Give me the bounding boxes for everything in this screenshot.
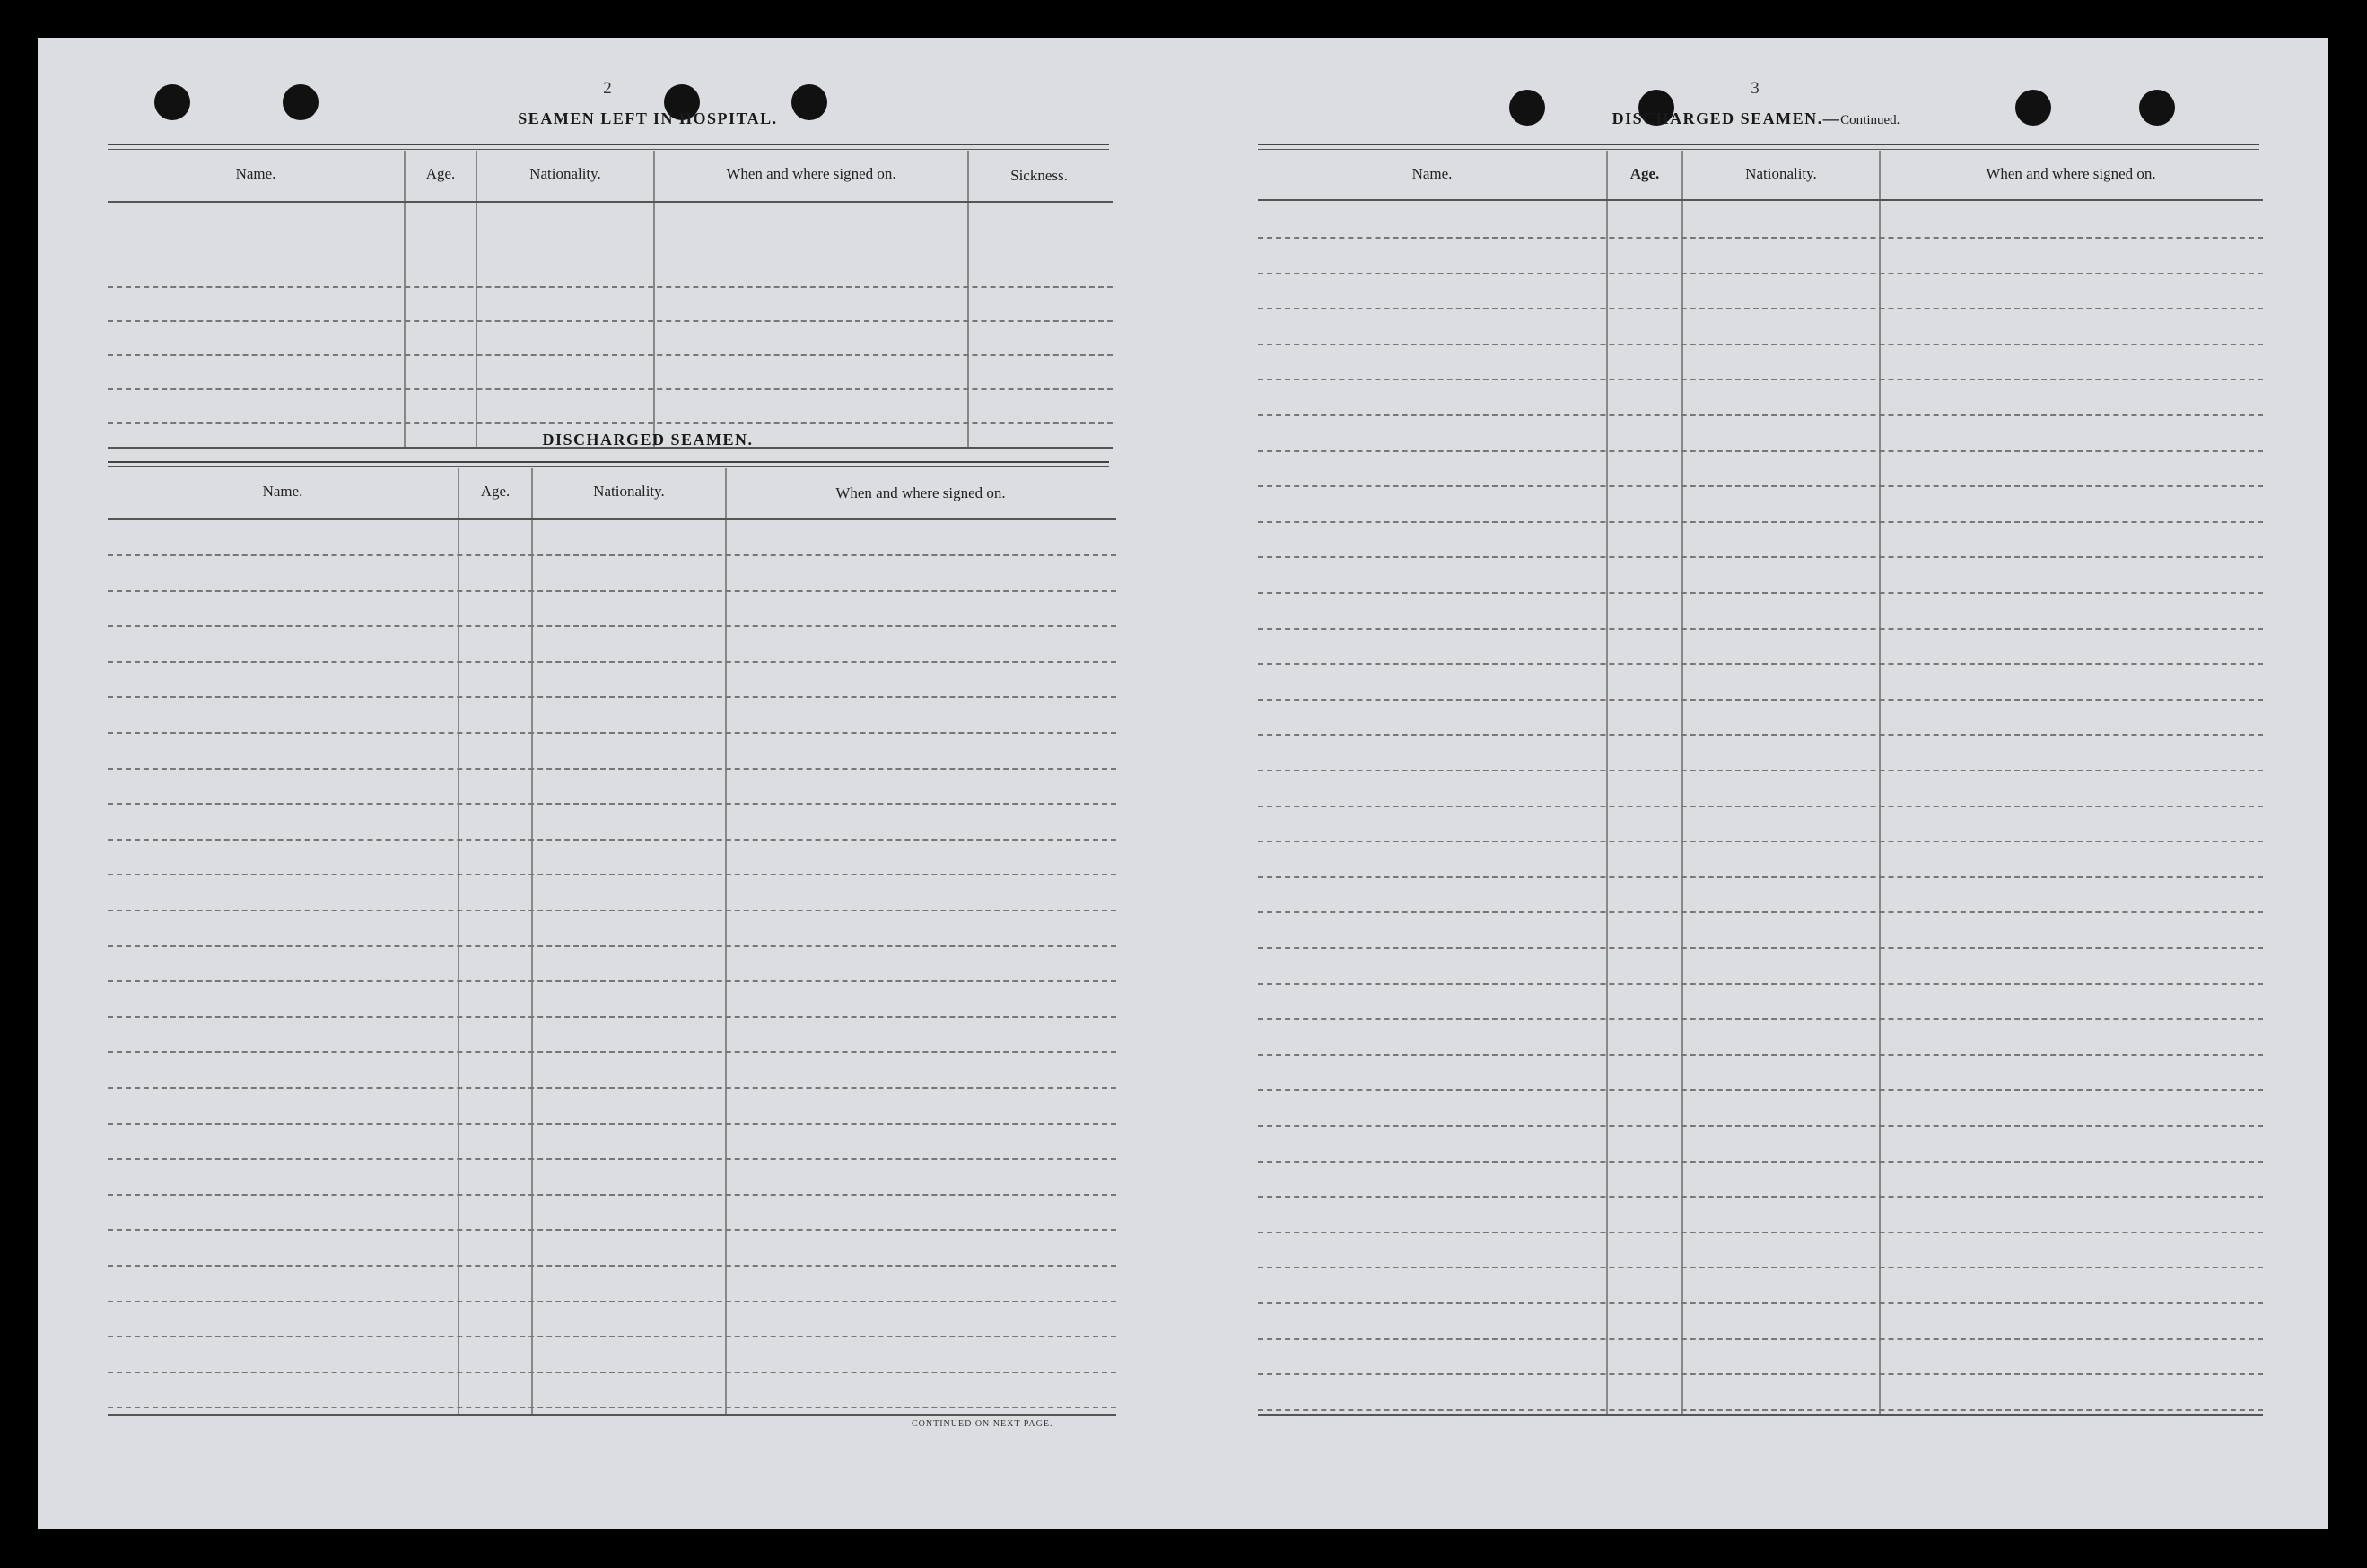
entry-row-line <box>108 320 1113 322</box>
section-rule <box>1258 144 2259 150</box>
document-page <box>38 38 2328 1529</box>
punch-hole <box>283 84 319 120</box>
column-divider <box>1606 151 1608 1416</box>
header-rule <box>108 201 1113 203</box>
entry-row-line <box>1258 450 2263 452</box>
entry-row-line <box>1258 1338 2263 1340</box>
column-divider <box>1681 151 1683 1416</box>
entry-row-line <box>1258 556 2263 558</box>
entry-row-line <box>1258 344 2263 345</box>
hospital-table <box>108 151 1113 449</box>
column-divider <box>458 468 459 1414</box>
entry-row-line <box>1258 699 2263 701</box>
discharged-section-title: DISCHARGED SEAMEN. <box>542 431 754 449</box>
entry-row-line <box>108 1158 1116 1160</box>
column-divider <box>1879 151 1881 1416</box>
entry-row-line <box>1258 1089 2263 1091</box>
column-divider <box>967 151 969 449</box>
discharged-continued-title <box>1563 109 1949 128</box>
column-divider <box>476 151 477 449</box>
entry-row-line <box>108 354 1113 356</box>
column-header-age: Age. <box>1629 165 1660 182</box>
column-header-name: Name. <box>262 483 303 500</box>
column-header-sickness: Sickness. <box>1010 167 1068 184</box>
entry-row-line <box>1258 911 2263 913</box>
table-bottom-rule <box>108 1414 1116 1416</box>
page-number-left: 2 <box>603 79 612 98</box>
entry-row-line <box>108 803 1116 805</box>
entry-row-line <box>1258 1409 2263 1411</box>
entry-row-line <box>1258 1373 2263 1375</box>
entry-row-line <box>1258 663 2263 665</box>
section-rule <box>108 461 1109 467</box>
column-header-name: Name. <box>1411 165 1453 182</box>
column-header-age: Age. <box>480 483 511 500</box>
hospital-section-title: SEAMEN LEFT IN HOSPITAL. <box>518 109 778 127</box>
entry-row-line <box>108 1229 1116 1231</box>
column-header-signed-on: When and where signed on. <box>726 165 896 182</box>
column-header-signed-on: When and where signed on. <box>1986 165 2156 182</box>
page-number-right: 3 <box>1751 79 1760 98</box>
entry-row-line <box>1258 770 2263 771</box>
entry-row-line <box>108 1407 1116 1408</box>
entry-row-line <box>1258 1232 2263 1233</box>
discharged-continued-title-text: DISCHARGED SEAMEN.— <box>1611 109 1841 127</box>
entry-row-line <box>1258 308 2263 309</box>
entry-row-line <box>1258 1125 2263 1127</box>
header-rule <box>108 518 1116 520</box>
entry-row-line <box>108 1016 1116 1018</box>
header-rule <box>1258 199 2263 201</box>
entry-row-line <box>108 732 1116 734</box>
entry-row-line <box>108 625 1116 627</box>
entry-row-line <box>108 696 1116 698</box>
entry-row-line <box>108 388 1113 390</box>
entry-row-line <box>108 1194 1116 1196</box>
continued-note: CONTINUED ON NEXT PAGE. <box>912 1419 1053 1429</box>
entry-row-line <box>1258 414 2263 416</box>
entry-row-line <box>1258 876 2263 878</box>
entry-row-line <box>108 286 1113 288</box>
entry-row-line <box>1258 734 2263 736</box>
entry-row-line <box>1258 592 2263 594</box>
entry-row-line <box>108 1051 1116 1053</box>
entry-row-line <box>108 1336 1116 1337</box>
entry-row-line <box>1258 983 2263 985</box>
entry-row-line <box>108 1123 1116 1125</box>
discharged-table-left <box>108 468 1116 1416</box>
entry-row-line <box>1258 1054 2263 1056</box>
column-divider <box>404 151 406 449</box>
entry-row-line <box>108 980 1116 982</box>
entry-row-line <box>108 422 1113 424</box>
entry-row-line <box>108 945 1116 947</box>
column-divider <box>531 468 533 1414</box>
continued-label: Continued. <box>1840 113 1900 127</box>
entry-row-line <box>1258 485 2263 487</box>
entry-row-line <box>1258 1018 2263 1020</box>
entry-row-line <box>108 768 1116 770</box>
entry-row-line <box>108 1265 1116 1267</box>
column-header-nationality: Nationality. <box>593 483 665 500</box>
column-header-nationality: Nationality. <box>1745 165 1817 182</box>
entry-row-line <box>1258 521 2263 523</box>
entry-row-line <box>1258 947 2263 949</box>
entry-row-line <box>108 874 1116 875</box>
entry-row-line <box>1258 1267 2263 1268</box>
column-header-name: Name. <box>235 165 276 182</box>
entry-row-line <box>108 661 1116 663</box>
punch-hole <box>2015 90 2051 126</box>
entry-row-line <box>108 910 1116 911</box>
discharged-table-right <box>1258 151 2263 1416</box>
entry-row-line <box>108 554 1116 556</box>
entry-row-line <box>108 1372 1116 1373</box>
entry-row-line <box>1258 1302 2263 1304</box>
entry-row-line <box>108 590 1116 592</box>
punch-hole <box>154 84 190 120</box>
entry-row-line <box>1258 1196 2263 1198</box>
entry-row-line <box>1258 1161 2263 1163</box>
punch-hole <box>2139 90 2175 126</box>
entry-row-line <box>108 1301 1116 1302</box>
column-divider <box>725 468 727 1414</box>
column-header-nationality: Nationality. <box>529 165 601 182</box>
punch-hole <box>1509 90 1545 126</box>
section-rule <box>108 144 1109 150</box>
entry-row-line <box>1258 237 2263 239</box>
entry-row-line <box>1258 628 2263 630</box>
entry-row-line <box>108 1087 1116 1089</box>
column-header-signed-on: When and where signed on. <box>835 484 1006 501</box>
entry-row-line <box>1258 841 2263 842</box>
column-divider <box>653 151 655 449</box>
column-header-age: Age. <box>425 165 456 182</box>
entry-row-line <box>1258 806 2263 807</box>
entry-row-line <box>108 839 1116 841</box>
table-bottom-rule <box>1258 1414 2263 1416</box>
entry-row-line <box>1258 273 2263 274</box>
entry-row-line <box>1258 379 2263 380</box>
